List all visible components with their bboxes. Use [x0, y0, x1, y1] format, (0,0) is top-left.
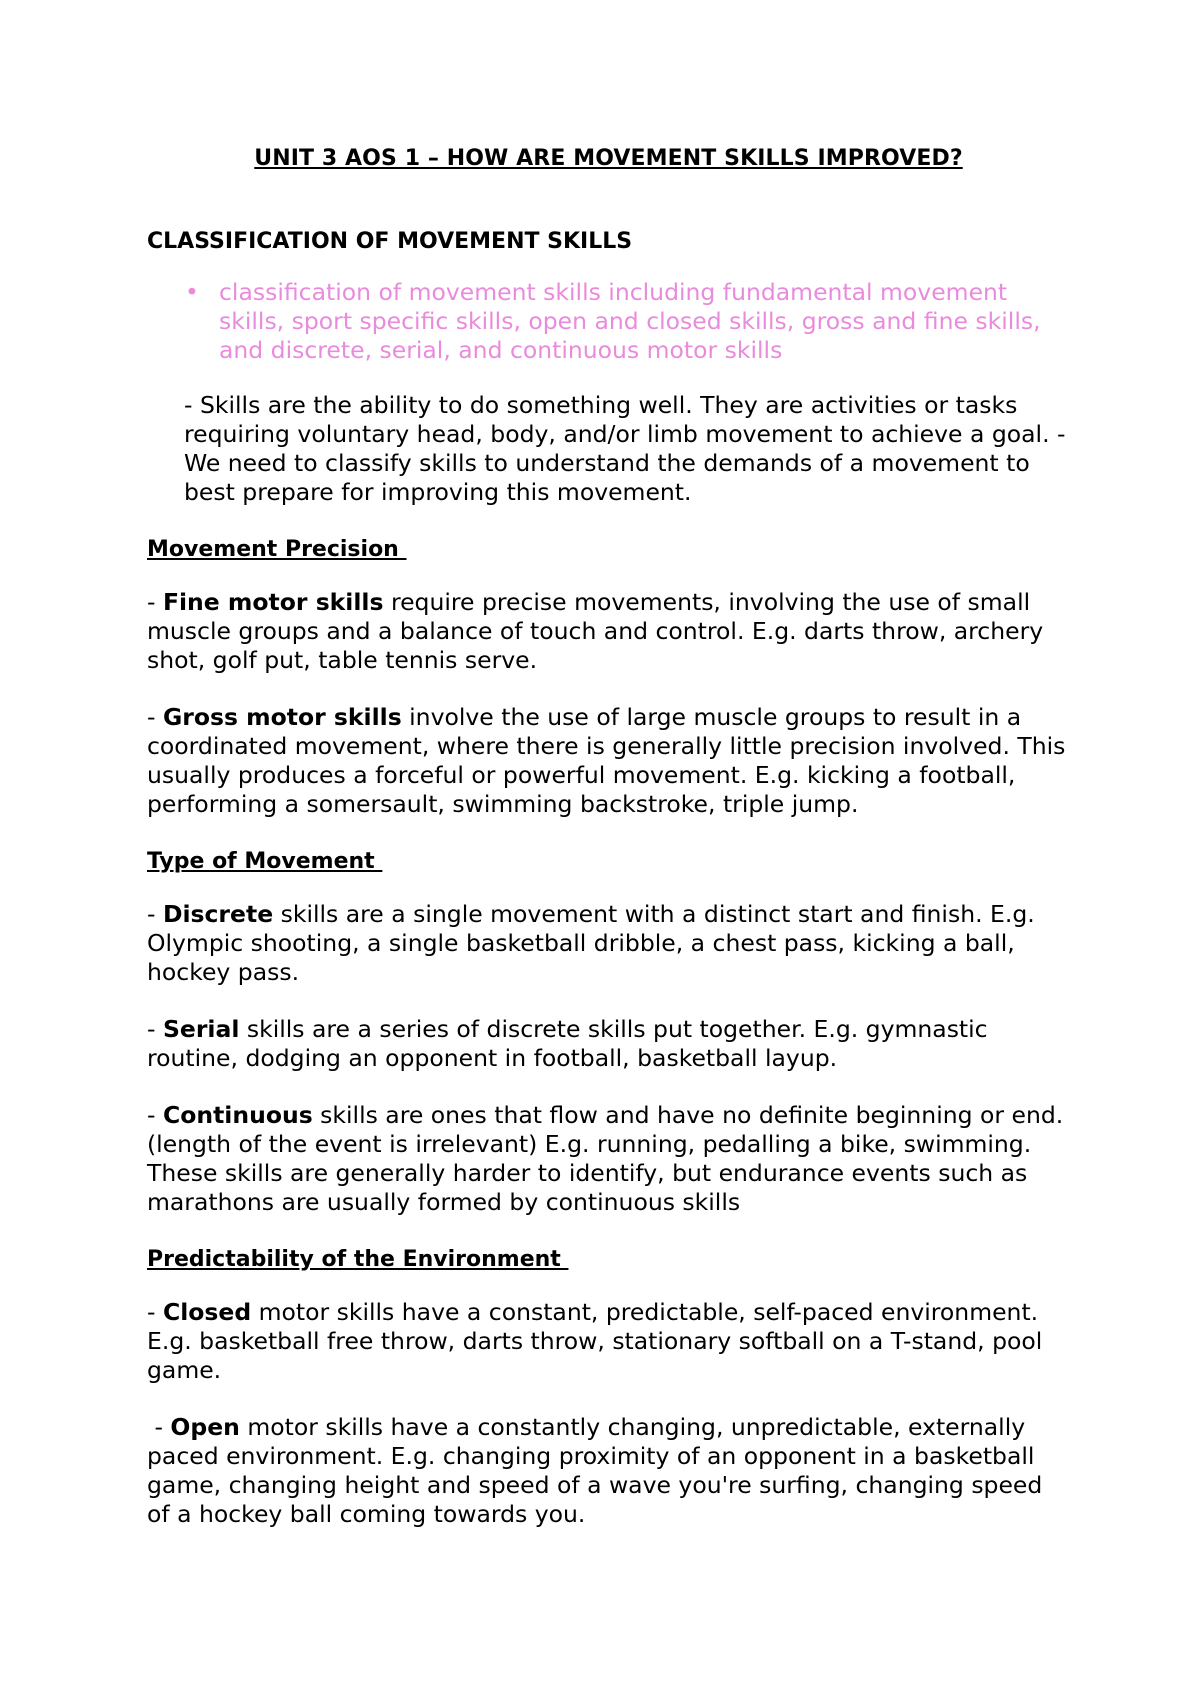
term-continuous: Continuous — [162, 1101, 313, 1129]
paragraph-open — [147, 1413, 1070, 1529]
paragraph-prefix: - — [147, 1298, 163, 1326]
section-heading: CLASSIFICATION OF MOVEMENT SKILLS — [147, 229, 633, 254]
paragraph-closed — [147, 1298, 1070, 1385]
paragraph-continuous — [147, 1101, 1070, 1217]
study-design-dot-points — [147, 278, 1070, 365]
paragraph-prefix: - — [147, 703, 163, 731]
paragraph-gross-motor-skills — [147, 703, 1070, 819]
paragraph-body: involve the use of large muscle groups to result in a coordinated movement, where there is generally little precision involved. This usually produces a forceful or powerful movement. E.g. kicking a football, performing a somersault, swimming backstroke, triple jump. — [147, 703, 1066, 818]
paragraph-serial — [147, 1015, 1070, 1073]
list-item — [185, 278, 1070, 365]
paragraph-fine-motor-skills — [147, 588, 1070, 675]
heading-movement-precision: Movement Precision — [147, 537, 407, 562]
paragraph-body: motor skills have a constantly changing, unpredictable, externally paced environment. E.g. changing proximity of an opponent in a basketball game, changing height and speed of a wave you're surfing, changing speed of a hockey ball coming towards you. — [147, 1413, 1043, 1528]
paragraph-body: require precise movements, involving the use of small muscle groups and a balance of touch and control. E.g. darts throw, archery shot, golf put, table tennis serve. — [147, 588, 1044, 674]
intro-paragraph: - Skills are the ability to do something well. They are activities or tasks requiring voluntary head, body, and/or limb movement to achieve a goal. - We need to classify skills to understand the demands of a movement to best prepare for improving this movement. — [184, 391, 1066, 506]
paragraph-body: skills are a single movement with a distinct start and finish. E.g. Olympic shooting, a single basketball dribble, a chest pass, kicking a ball, hockey pass. — [147, 900, 1035, 986]
paragraph-prefix: - — [147, 1101, 163, 1129]
paragraph-discrete — [147, 900, 1070, 987]
paragraph-prefix: - — [147, 1413, 171, 1441]
term-discrete: Discrete — [162, 900, 274, 928]
term-open: Open — [170, 1413, 240, 1441]
paragraph-body: skills are ones that flow and have no definite beginning or end. (length of the event is irrelevant) E.g. running, pedalling a bike, swimming. These skills are generally harder to identify, but endurance events such as marathons are usually formed by continuous skills — [147, 1101, 1064, 1216]
term-gross-motor-skills: Gross motor skills — [162, 703, 402, 731]
heading-type-of-movement: Type of Movement — [147, 849, 383, 874]
term-closed: Closed — [162, 1298, 252, 1326]
paragraph-prefix: - — [147, 1015, 163, 1043]
heading-predictability-of-environment: Predictability of the Environment — [147, 1247, 569, 1272]
paragraph-body: skills are a series of discrete skills put together. E.g. gymnastic routine, dodging an opponent in football, basketball layup. — [147, 1015, 988, 1072]
bullet-dot-icon: • — [185, 278, 199, 306]
document-title: UNIT 3 AOS 1 – HOW ARE MOVEMENT SKILLS IMPROVED? — [254, 146, 963, 171]
term-serial: Serial — [162, 1015, 240, 1043]
term-fine-motor-skills: Fine motor skills — [162, 588, 384, 616]
bullet-text: classification of movement skills including fundamental movement skills, sport specific skills, open and closed skills, gross and fine skills, and discrete, serial, and continuous motor skills — [219, 278, 1041, 364]
paragraph-prefix: - — [147, 588, 163, 616]
paragraph-body: motor skills have a constant, predictable, self-paced environment. E.g. basketball free throw, darts throw, stationary softball on a T-stand, pool game. — [147, 1298, 1043, 1384]
paragraph-prefix: - — [147, 900, 163, 928]
